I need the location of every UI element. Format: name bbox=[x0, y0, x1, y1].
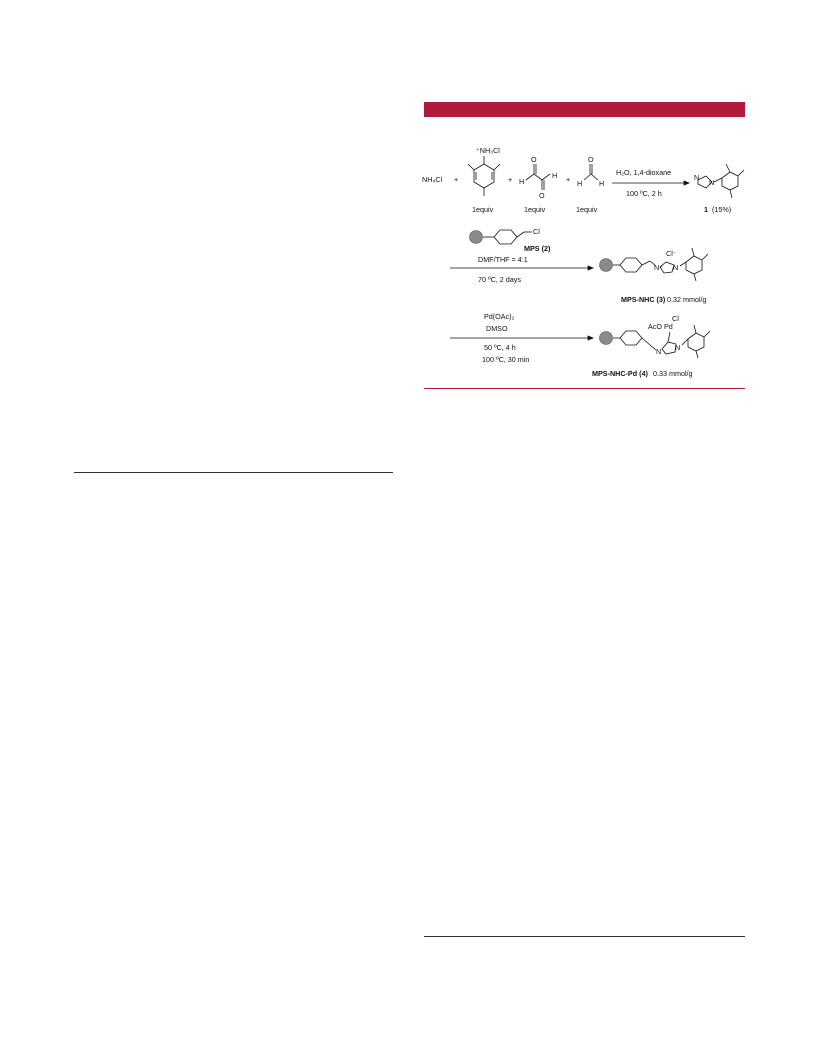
formaldehyde-structure bbox=[577, 155, 604, 188]
aldehyde-o: O bbox=[531, 155, 537, 164]
step3-reagent: Pd(OAc)₂ bbox=[484, 312, 515, 321]
reaction-scheme bbox=[416, 140, 756, 385]
step3-conditions-line1: 50 ºC, 4 h bbox=[484, 343, 516, 352]
aldehyde-o: O bbox=[588, 155, 594, 164]
mps-nhc-name: MPS-NHC (3) bbox=[621, 295, 666, 304]
scheme-bottom-rule bbox=[424, 388, 745, 389]
step1-conditions-line2: 100 ºC, 2 h bbox=[626, 189, 662, 198]
product-1-structure bbox=[694, 164, 744, 214]
pd-n: N bbox=[656, 347, 662, 356]
pd-n: N bbox=[675, 343, 681, 352]
plus-sign: + bbox=[454, 175, 459, 184]
mps-nhc-structure bbox=[600, 248, 709, 304]
scheme-header-bar bbox=[424, 102, 745, 117]
mps-nhc-pd-name: MPS-NHC-Pd (4) bbox=[592, 369, 648, 378]
nhc-counterion: Cl⁻ bbox=[666, 249, 677, 258]
ammonium-chloride-label: NH₄Cl bbox=[422, 175, 443, 184]
aldehyde-h: H bbox=[519, 177, 525, 186]
left-column-rule bbox=[74, 472, 393, 473]
mps-cl-label: Cl bbox=[533, 227, 540, 236]
step2-conditions-line2: 70 ºC, 2 days bbox=[478, 275, 521, 284]
pd-cl: Cl bbox=[672, 314, 679, 323]
equiv-label-3: 1equiv bbox=[576, 205, 598, 214]
mps-name: MPS (2) bbox=[524, 244, 551, 253]
mesitylammonium-structure bbox=[468, 146, 500, 196]
aldehyde-h: H bbox=[552, 171, 558, 180]
step1-arrow bbox=[612, 168, 689, 198]
product-1-yield: (15%) bbox=[712, 205, 732, 214]
step3-arrow bbox=[450, 312, 593, 364]
plus-sign: + bbox=[566, 175, 571, 184]
step3-conditions-line2: 100 ºC, 30 min bbox=[482, 355, 530, 364]
equiv-label-2: 1equiv bbox=[524, 205, 546, 214]
step1-reactants bbox=[422, 146, 604, 214]
nhc-n-plus: N⁺ bbox=[654, 263, 663, 272]
pd-atom: Pd bbox=[664, 322, 673, 331]
pd-aco: AcO bbox=[648, 322, 662, 331]
glyoxal-structure bbox=[519, 155, 557, 200]
plus-sign: + bbox=[508, 175, 513, 184]
mps-nhc-pd-loading: 0.33 mmol/g bbox=[653, 369, 693, 378]
step2-reagent bbox=[470, 227, 551, 253]
aldehyde-o: O bbox=[539, 191, 545, 200]
aniline-salt-label: ⁺NH₃Cl bbox=[476, 146, 500, 155]
mps-nhc-pd-structure bbox=[592, 314, 710, 378]
mps-nhc-loading: 0.32 mmol/g bbox=[667, 295, 707, 304]
nhc-n: N bbox=[673, 263, 679, 272]
imidazole-n: N bbox=[694, 173, 700, 182]
step2-conditions-line1: DMF/THF = 4:1 bbox=[478, 255, 528, 264]
product-1-number: 1 bbox=[704, 205, 708, 214]
equiv-label-1: 1equiv bbox=[472, 205, 494, 214]
step2-arrow bbox=[450, 255, 593, 284]
right-column-rule bbox=[424, 936, 745, 937]
imidazole-n: N bbox=[709, 178, 715, 187]
step3-solvent: DMSO bbox=[486, 324, 508, 333]
step1-conditions-line1: H₂O, 1,4-dioxane bbox=[616, 168, 672, 177]
aldehyde-h: H bbox=[577, 179, 583, 188]
aldehyde-h: H bbox=[599, 179, 605, 188]
